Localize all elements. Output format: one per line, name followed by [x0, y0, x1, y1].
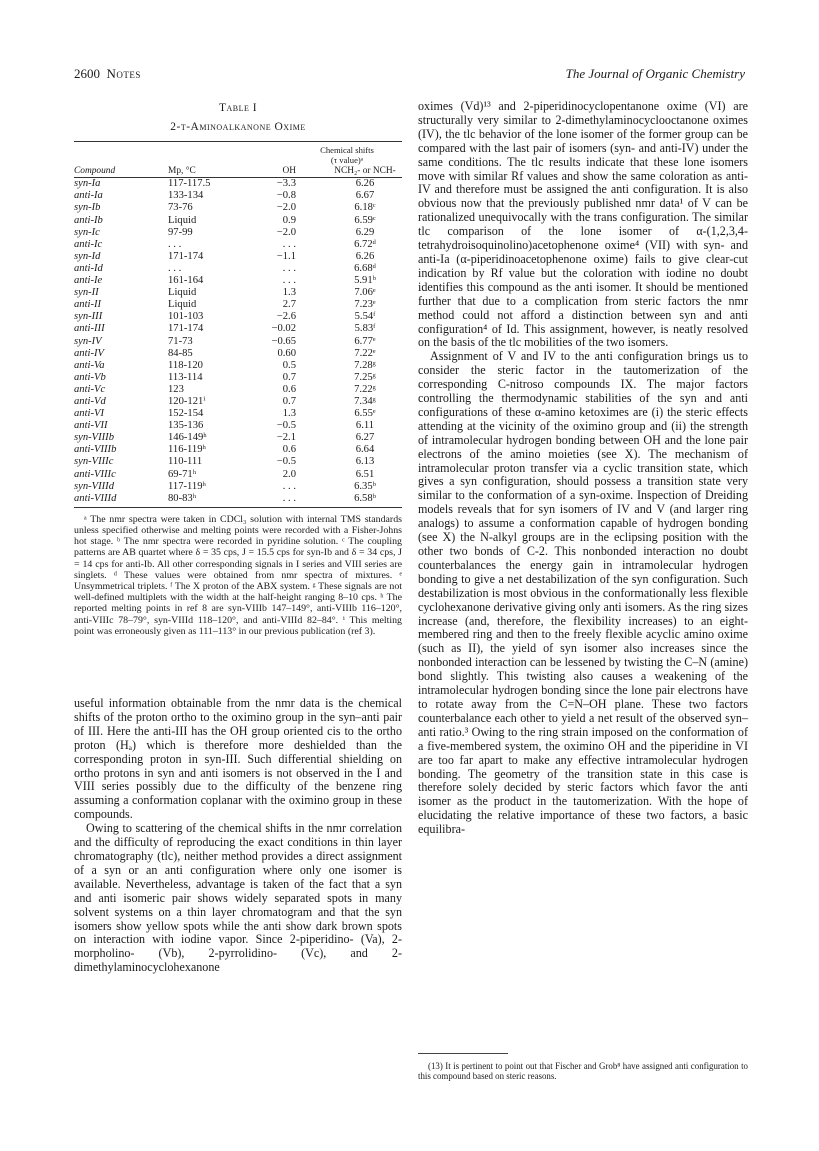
footnote-13	[418, 1061, 748, 1081]
table-subtitle: 2-t-Aminoalkanone Oxime	[170, 121, 306, 133]
cell-nch: 6.13	[355, 456, 375, 468]
cell-mp: 161-164	[168, 275, 204, 287]
col-header-mp: Mp, °C	[168, 166, 196, 177]
cell-compound: anti-VIIIc	[74, 468, 116, 480]
cell-mp: 152-154	[168, 408, 204, 420]
cell-nch: 7.22ᵉ	[354, 347, 376, 359]
cell-oh: −2.6	[276, 311, 296, 323]
col-header-nch: NCH₂- or NCH-	[334, 166, 396, 177]
cell-oh: 2.7	[282, 299, 296, 311]
cell-nch: 6.59ᶜ	[354, 214, 376, 226]
cell-mp: 80-83ʰ	[168, 492, 197, 504]
footnote-13-text: (13) It is pertinent to point out that Fischer and Grob⁸ have assigned anti configuration to this compound based on steric reasons.	[418, 1061, 748, 1082]
cell-compound: anti-Ib	[74, 214, 103, 226]
header-chemical-shifts: Chemical shifts	[320, 145, 374, 155]
table-row	[74, 360, 402, 372]
cell-oh: −0.02	[271, 323, 296, 335]
cell-nch: 7.06ᵉ	[354, 287, 376, 299]
table-row	[74, 481, 402, 493]
table-row	[74, 287, 402, 299]
table-row	[74, 202, 402, 214]
footnote-rule	[418, 1053, 508, 1054]
table-row	[74, 227, 402, 239]
cell-nch: 6.72ᵈ	[354, 238, 376, 250]
cell-compound: anti-VIIIb	[74, 444, 117, 456]
cell-compound: syn-VIIIc	[74, 456, 114, 468]
cell-nch: 6.68ᵈ	[354, 262, 376, 274]
cell-mp: 84-85	[168, 347, 193, 359]
page-number: 2600	[74, 66, 100, 81]
cell-nch: 7.22ᵍ	[354, 383, 376, 395]
cell-nch: 6.27	[355, 432, 375, 444]
cell-oh: 0.5	[282, 359, 296, 371]
table-header-group	[74, 146, 402, 165]
cell-oh: 0.6	[282, 383, 296, 395]
cell-oh: . . .	[282, 275, 296, 287]
cell-nch: 6.58ᵇ	[354, 492, 376, 504]
table-row	[74, 251, 402, 263]
table-row	[74, 323, 402, 335]
cell-oh: −0.65	[271, 335, 296, 347]
cell-compound: anti-Vd	[74, 395, 106, 407]
cell-mp: Liquid	[168, 287, 197, 299]
cell-mp: 117-119ʰ	[168, 480, 206, 492]
cell-nch: 6.67	[355, 190, 375, 202]
cell-mp: 116-119ʰ	[168, 444, 206, 456]
left-column	[74, 100, 402, 637]
cell-compound: syn-II	[74, 287, 99, 299]
cell-oh: . . .	[282, 262, 296, 274]
cell-oh: −0.5	[276, 456, 296, 468]
cell-compound: syn-III	[74, 311, 103, 323]
table-row	[74, 348, 402, 360]
table-title: Table I	[218, 102, 258, 114]
cell-nch: 6.64	[355, 444, 375, 456]
cell-oh: −3.3	[276, 178, 296, 190]
cell-mp: 117-117.5	[168, 178, 211, 190]
col-header-compound: Compound	[74, 166, 116, 177]
table-row	[74, 299, 402, 311]
cell-oh: 0.9	[282, 214, 296, 226]
cell-compound: anti-VII	[74, 420, 108, 432]
table-top-rule	[74, 141, 402, 142]
cell-nch: 6.26	[355, 250, 375, 262]
cell-oh: −1.1	[276, 250, 296, 262]
cell-mp: . . .	[168, 238, 182, 250]
table-row	[74, 420, 402, 432]
table-row	[74, 311, 402, 323]
cell-compound: anti-Ie	[74, 275, 103, 287]
cell-oh: −2.1	[276, 432, 296, 444]
cell-compound: syn-Ia	[74, 178, 101, 190]
right-column	[418, 100, 748, 837]
cell-oh: . . .	[282, 492, 296, 504]
cell-mp: 123	[168, 383, 184, 395]
cell-oh: 0.7	[282, 395, 296, 407]
cell-nch: 6.29	[355, 226, 375, 238]
cell-oh: 0.7	[282, 371, 296, 383]
table-row	[74, 372, 402, 384]
cell-oh: 0.60	[277, 347, 296, 359]
table-row	[74, 456, 402, 468]
cell-oh: −2.0	[276, 226, 296, 238]
table-row	[74, 432, 402, 444]
table-body	[74, 178, 402, 505]
cell-mp: 113-114	[168, 371, 203, 383]
cell-compound: anti-IV	[74, 347, 105, 359]
cell-mp: 135-136	[168, 420, 204, 432]
cell-oh: 2.0	[282, 468, 296, 480]
table-row	[74, 215, 402, 227]
cell-mp: 110-111	[168, 456, 203, 468]
cell-nch: 5.91ᵇ	[354, 275, 376, 287]
cell-nch: 6.18ᶜ	[354, 202, 376, 214]
cell-mp: 171-174	[168, 323, 204, 335]
cell-oh: −0.5	[276, 420, 296, 432]
cell-mp: Liquid	[168, 214, 197, 226]
table-row	[74, 336, 402, 348]
cell-compound: syn-Ib	[74, 202, 101, 214]
table-bottom-rule	[74, 507, 402, 508]
table-row	[74, 469, 402, 481]
cell-compound: syn-IV	[74, 335, 102, 347]
cell-mp: 171-174	[168, 250, 204, 262]
cell-nch: 5.54ᶠ	[354, 311, 376, 323]
cell-compound: anti-Id	[74, 262, 103, 274]
paragraph-tlc-assignment: Owing to scattering of the chemical shifts in the nmr correlation and the difficulty of reproducing the exact conditions in thin layer chromatography (tlc), neither method provides a direct assignment of a syn or an anti configuration where only one isomer is available. Nevertheless, advantage is taken of the fact that a syn and anti isomeric pair shows widely separated spots in many solvent systems on a thin layer chromatogram and that the syn isomers show yellow spots while the anti show dark brown spots on interaction with iodine vapor. Since 2-piperidino- (Va), 2-morpholino- (Vb), 2-pyrrolidino- (Vc), and 2-dimethylaminocyclohexanone	[74, 821, 402, 975]
page-number-and-section	[74, 66, 141, 82]
table-row	[74, 396, 402, 408]
running-head	[74, 66, 745, 84]
cell-compound: anti-Ic	[74, 238, 103, 250]
section-name: Notes	[106, 66, 141, 81]
cell-oh: 0.6	[282, 444, 296, 456]
cell-compound: syn-Id	[74, 250, 101, 262]
cell-oh: . . .	[282, 238, 296, 250]
oxime-table	[74, 165, 402, 505]
table-row	[74, 493, 402, 505]
cell-nch: 6.51	[355, 468, 375, 480]
table-row	[74, 178, 402, 190]
left-column-text	[74, 697, 402, 975]
cell-compound: syn-Ic	[74, 226, 100, 238]
cell-nch: 7.25ᵍ	[354, 371, 376, 383]
cell-mp: 146-149ʰ	[168, 432, 207, 444]
cell-compound: anti-III	[74, 323, 105, 335]
table-row	[74, 239, 402, 251]
paragraph-lone-isomer: oximes (Vd)¹³ and 2-piperidinocyclopentanone oxime (VI) are structurally very similar to 2-dimethylaminocyclooctanone oximes (IV), the tlc behavior of the lone isomer of the former group can be compared with the last pair of isomers (syn- and anti-IV) under the same conditions. The tlc results indicate that these lone isomers move with similar Rf values and show the same coloration as anti-IV and therefore must be assigned the anti configuration. It is also obvious now that the previously published nmr data¹ of V can be rationalized unequivocally with the trans configuration. The similar tlc comparison of the lone isomer of α-(1,2,3,4-tetrahydroisoquinolino)acetophenone oxime⁴ (VII) with syn- and anti-Ia (α-piperidinoacetophenone oxime) fails to give clear-cut indication by Rf value but the coloration with iodine no doubt identifies this compound as the anti isomer. It should be mentioned further that due to a complication from steric factors the nmr method could not afford a distinction between syn and anti configuration⁴ of Id. This assignment, however, is neatly resolved on the basis of the tlc mobilities of the two isomers.	[418, 99, 748, 350]
cell-nch: 7.23ᵉ	[354, 299, 376, 311]
cell-oh: 1.3	[282, 287, 296, 299]
cell-nch: 7.28ᵍ	[354, 359, 376, 371]
cell-mp: 120-121ⁱ	[168, 395, 206, 407]
cell-oh: −2.0	[276, 202, 296, 214]
cell-oh: . . .	[282, 480, 296, 492]
table-row	[74, 275, 402, 287]
cell-oh: 1.3	[282, 408, 296, 420]
table-row	[74, 263, 402, 275]
cell-compound: anti-Va	[74, 359, 105, 371]
cell-mp: . . .	[168, 262, 182, 274]
cell-compound: syn-VIIId	[74, 480, 115, 492]
table-header-row	[74, 165, 402, 177]
cell-nch: 6.26	[355, 178, 375, 190]
cell-nch: 6.77ᵉ	[354, 335, 376, 347]
cell-nch: 6.35ᵇ	[354, 480, 376, 492]
table-row	[74, 408, 402, 420]
table-row	[74, 444, 402, 456]
cell-compound: anti-VI	[74, 408, 105, 420]
table-row	[74, 384, 402, 396]
cell-mp: 71-73	[168, 335, 193, 347]
cell-mp: 69-71ʰ	[168, 468, 197, 480]
cell-oh: −0.8	[276, 190, 296, 202]
journal-name: The Journal of Organic Chemistry	[565, 66, 745, 81]
col-header-oh: OH	[282, 166, 296, 177]
cell-mp: 97-99	[168, 226, 193, 238]
paragraph-ortho-proton: useful information obtainable from the nmr data is the chemical shifts of the proton ortho to the oximino group in the syn–anti pair of III. Here the anti-III has the OH group oriented cis to the ortho proton (Hₐ) which is therefore more deshielded than the corresponding proton in syn-III. Such differential shielding on ortho protons in syn and anti isomers is not observed in the I and VIII series possibly due to the difficulty of the benzene ring assuming a conformation coplanar with the oximino group in these compounds.	[74, 696, 402, 822]
cell-mp: 73-76	[168, 202, 193, 214]
cell-compound: anti-Vb	[74, 371, 106, 383]
cell-compound: anti-Ia	[74, 190, 103, 202]
cell-mp: Liquid	[168, 299, 197, 311]
cell-mp: 118-120	[168, 359, 203, 371]
cell-nch: 6.55ᵉ	[354, 408, 376, 420]
cell-compound: anti-II	[74, 299, 102, 311]
header-tau-value: (τ value)ᵃ	[330, 154, 364, 165]
paragraph-steric-factor: Assignment of V and IV to the anti configuration brings us to consider the steric factor in the tautomerization of the corresponding C-nitroso compounds IX. The major factors controlling the thermodynamic stabilities of the syn and anti configurations of these α-amino ketoximes are (i) the steric effects attending at the vicinity of the oximino group and (ii) the strength of intramolecular hydrogen bonding between OH and the lone pair electrons of the amino moieties (see X). The mechanism of intramolecular proton transfer via a cyclic transition state, which gives a syn configuration, should possess a transition state very similar to the conformation of a syn-oxime. Inspection of Dreiding models reveals that for syn isomers of IV and V (and larger ring analogs) to assume a conformation capable of hydrogen bonding (see X) the N-alkyl groups are in the eclipsing position with the other two bonds of C-2. This nonbonded interaction no doubt counterbalances the energy gain in intramolecular hydrogen bonding to give a net destabilization of the syn configuration. Such destabilization is most obvious in the conformationally less flexible cyclohexanone derivative giving only anti isomers. As the ring sizes increase (and, therefore, the flexibility increases) to an eight-membered ring and then to the freely flexible acyclic amino oxime (such as II), the yield of syn isomer also increases since the nonbonded interaction can be lessened by twisting the C–N (amine) bond slightly. This twisting also causes a weakening of the intramolecular hydrogen bonding since the lone pair electrons have to rotate away from the C=N–OH plane. These two factors counterbalance each other to yield a net result of the observed syn–anti ratio.³ Owing to the ring strain imposed on the conformation of a five-membered system, the oximino OH and the piperidine in VI are too far apart to make any effective intramolecular hydrogen bonding. The geometry of the transition state in this case is therefore solely decided by steric factors which favor the anti isomer as the product in the tautomerization. With the hope of elucidating the relative importance of these two factors, a basic equilibra-	[418, 349, 748, 837]
cell-compound: anti-VIIId	[74, 492, 117, 504]
cell-compound: anti-Vc	[74, 383, 106, 395]
cell-nch: 7.34ᵍ	[354, 395, 376, 407]
table-row	[74, 190, 402, 202]
cell-mp: 101-103	[168, 311, 204, 323]
table-footnotes: ᵃ The nmr spectra were taken in CDCl₃ solution with internal TMS standards unless specified otherwise and melting points were recorded with a Fisher-Johns hot stage. ᵇ The nmr spectra were recorded in pyridine solution. ᶜ The coupling patterns are AB quartet where δ = 35 cps, J = 15.5 cps for syn-Ib and δ = 34 cps, J = 14 cps for anti-Ib. All other corresponding signals in I series and VIII series are singlets. ᵈ These values were obtained from nmr spectra of mixtures. ᵉ Unsymmetrical triplets. ᶠ The X proton of the ABX system. ᵍ These signals are not well-defined multiplets with the width at the half-height ranging 8–10 cps. ʰ The reported melting points in ref 8 are syn-VIIIb 147–149°, anti-VIIIb 116–120°, anti-VIIIc 78–79°, syn-VIIId 118–120°, and anti-VIIId 82–84°. ⁱ This melting point was erroneously given as 111–113° in our previous publication (ref 3).	[74, 513, 402, 637]
cell-nch: 6.11	[355, 420, 375, 432]
cell-compound: syn-VIIIb	[74, 432, 115, 444]
cell-mp: 133-134	[168, 190, 204, 202]
cell-nch: 5.83ᶠ	[354, 323, 376, 335]
